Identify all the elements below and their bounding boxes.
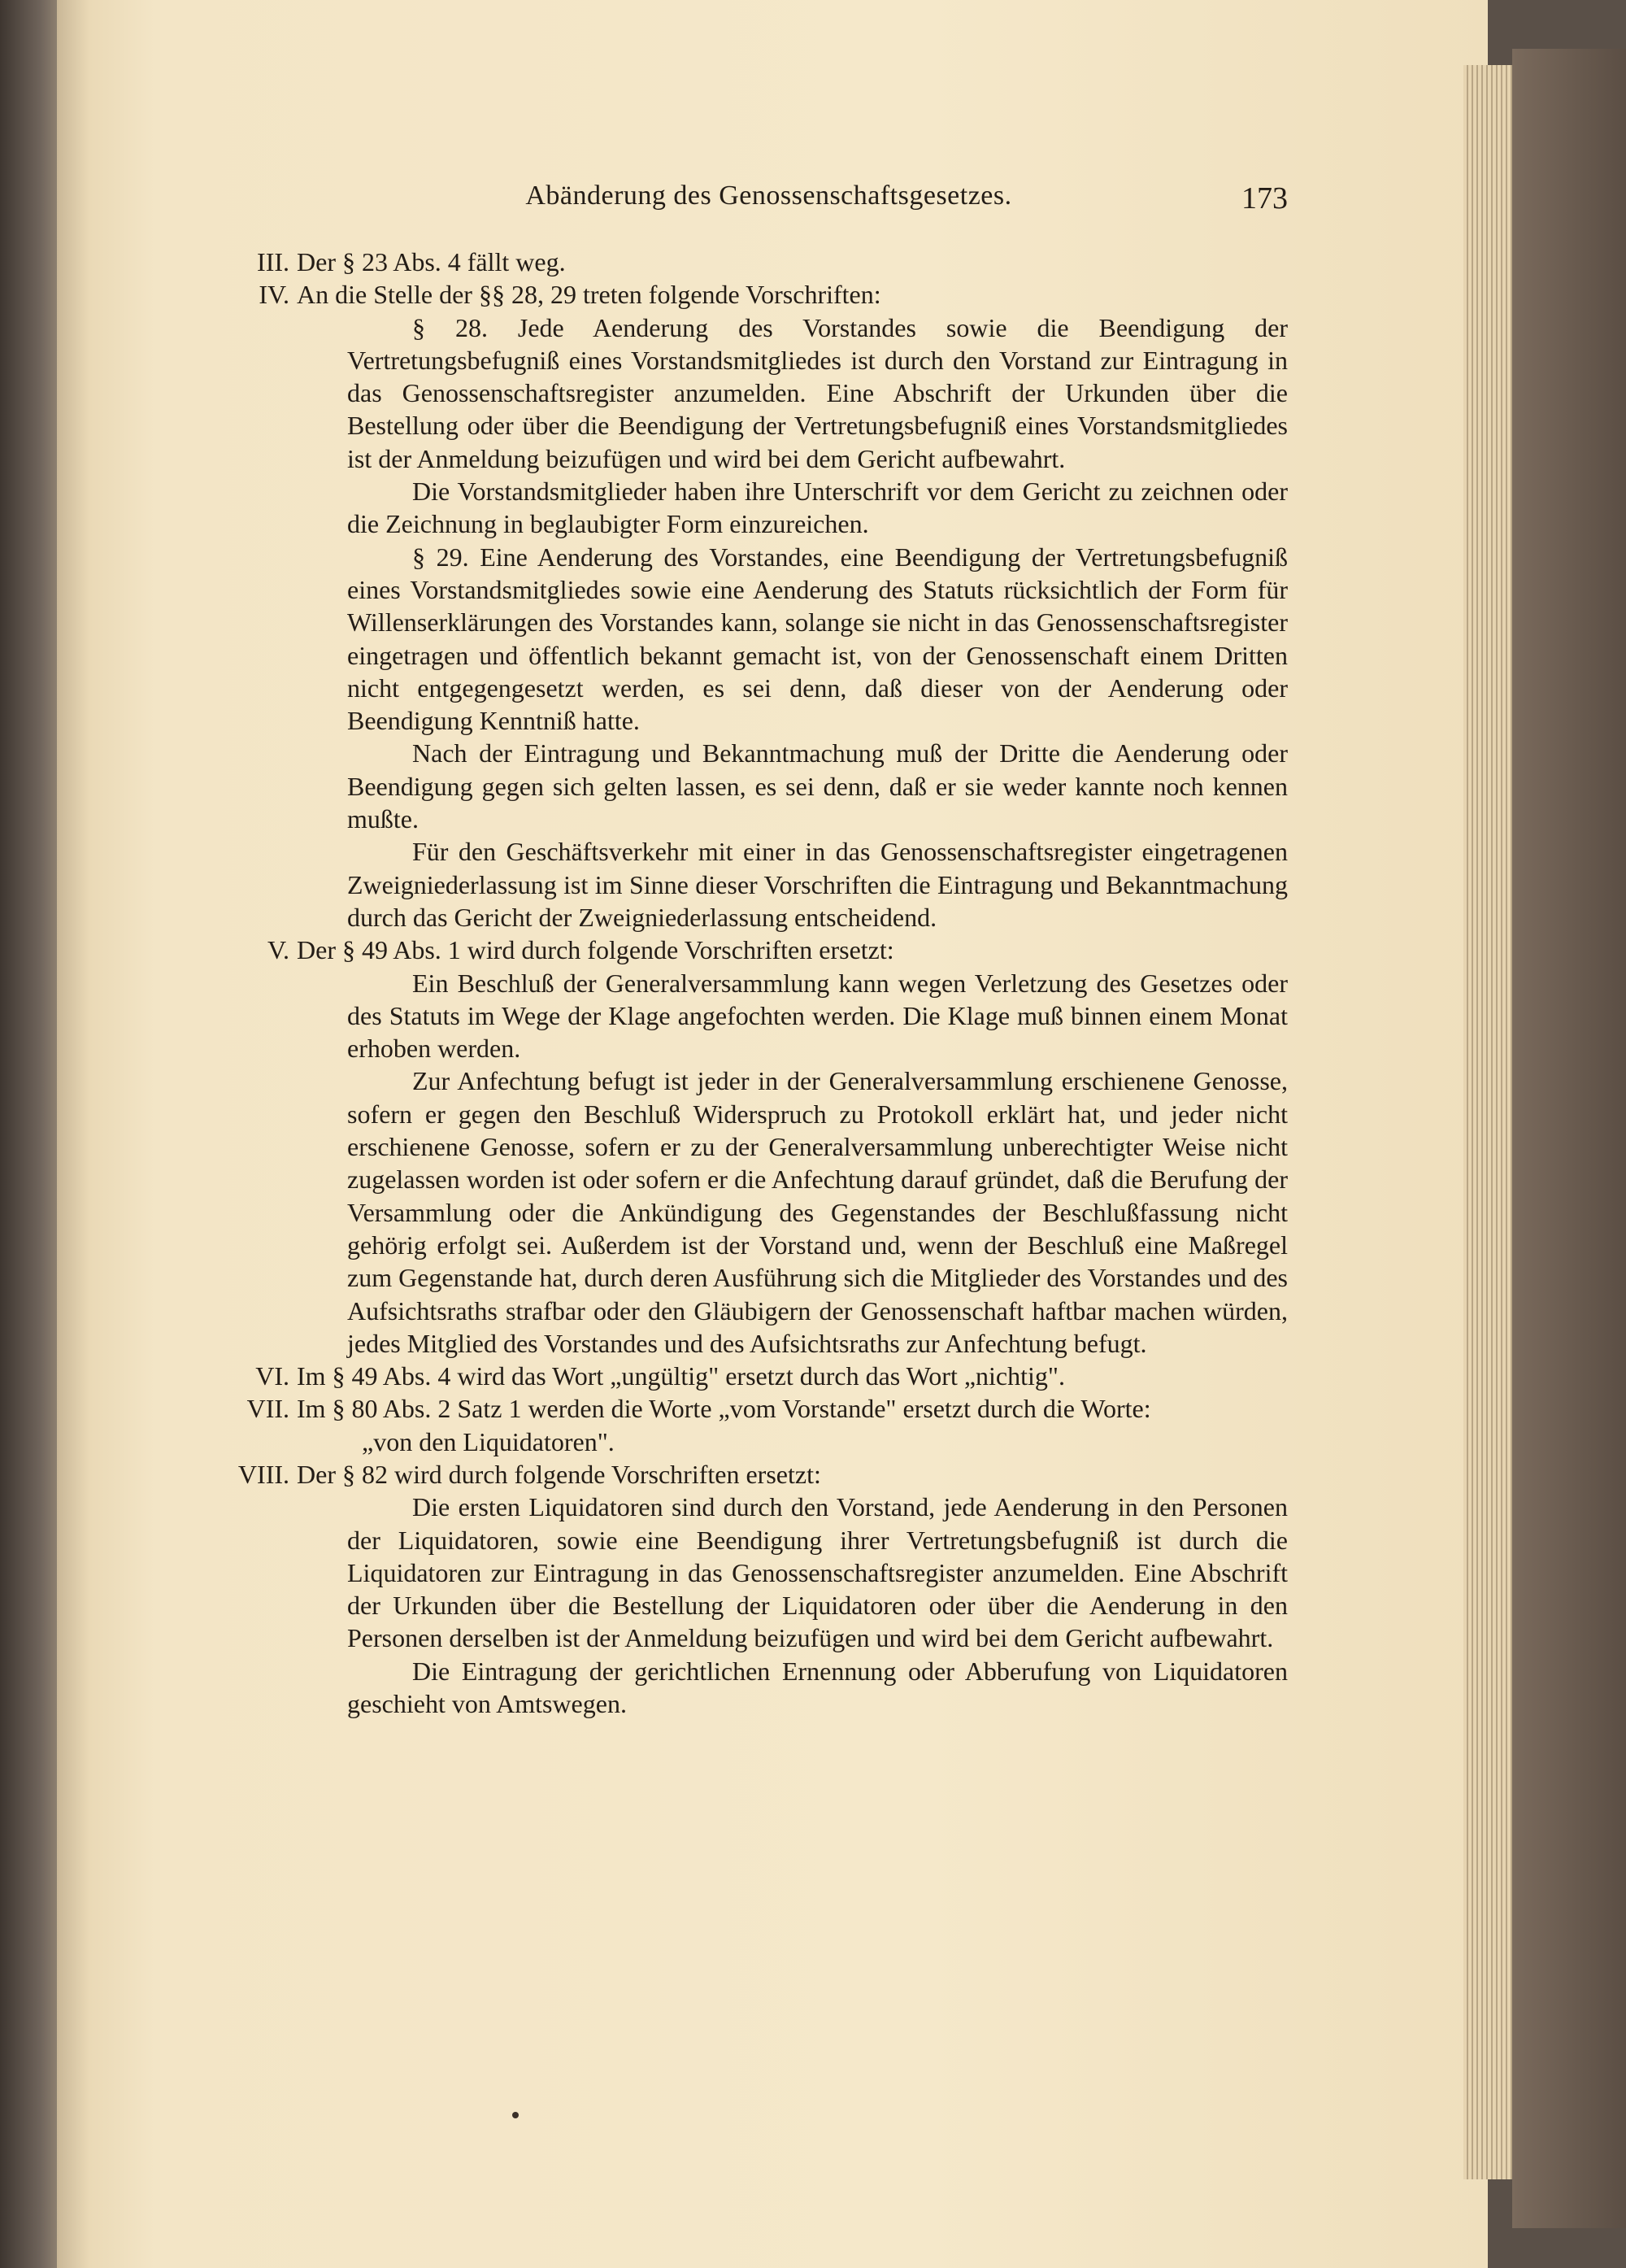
section: [0, 1392, 1288, 1458]
book-cover-right: [1512, 49, 1626, 2228]
paragraph: Für den Geschäftsverkehr mit einer in das Genossenschaftsregister eingetragenen Zweigniederlassung ist im Sinne dieser Vorschriften die Eintragung und Bekanntmachung durch das Gericht der Zweigniederlassung entscheidend.: [347, 837, 1288, 932]
section-number: VII.: [246, 1394, 289, 1424]
section-heading: Im § 80 Abs. 2 Satz 1 werden die Worte „vom Vorstande" ersetzt durch die Worte:: [297, 1394, 1151, 1424]
running-header: [347, 181, 1288, 221]
section-heading: Der § 82 wird durch folgende Vorschriften ersetzt:: [297, 1459, 821, 1489]
section-heading: Der § 23 Abs. 4 fällt weg.: [297, 247, 566, 276]
page-number: 173: [1241, 181, 1288, 215]
section: [0, 278, 1288, 934]
paragraph: Nach der Eintragung und Bekanntmachung muß der Dritte die Aenderung oder Beendigung gegen sich gelten lassen, es sei denn, daß er sie weder kannte noch kennen mußte.: [347, 738, 1288, 834]
paragraph: Die ersten Liquidatoren sind durch den Vorstand, jede Aenderung in den Personen der Liquidatoren, sowie eine Beendigung ihrer Vertretungsbefugniß ist durch die Liquidatoren zur Eintragung in das Genossenschaftsregister anzumelden. Eine Abschrift der Urkunden über die Bestellung der Liquidatoren oder über die Aenderung in den Personen derselben ist der Anmeldung beizufügen und wird bei dem Gericht aufbewahrt.: [347, 1492, 1288, 1653]
paragraph: Die Vorstandsmitglieder haben ihre Unterschrift vor dem Gericht zu zeichnen oder die Zeichnung in beglaubigter Form einzureichen.: [347, 477, 1288, 539]
paragraph: § 28. Jede Aenderung des Vorstandes sowie die Beendigung der Vertretungsbefugniß eines Vorstandsmitgliedes ist durch den Vorstand zur Eintragung in das Genossenschaftsregister anzumelden. Eine Abschrift der Urkunden über die Bestellung oder über die Beendigung der Vertretungsbefugniß eines Vorstandsmitgliedes ist der Anmeldung beizufügen und wird bei dem Gericht aufbewahrt.: [347, 312, 1288, 473]
page-edges: [1463, 65, 1512, 2179]
page-body: [0, 246, 1288, 1720]
section: [0, 1360, 1288, 1392]
section-heading: An die Stelle der §§ 28, 29 treten folgende Vorschriften:: [297, 280, 881, 310]
ink-speck: [512, 2112, 519, 2118]
paragraph: Zur Anfechtung befugt ist jeder in der Generalversammlung erschienene Genosse, sofern er gegen den Beschluß Widerspruch zu Protokoll erklärt hat, und jeder nicht erschienene Genosse, sofern er zu der Generalversammlung unberechtigter Weise nicht zugelassen worden ist oder sofern er die Anfechtung darauf gründet, daß die Berufung der Versammlung oder die Ankündigung des Gegenstandes der Beschlußfassung nicht gehörig erfolgt sei. Außerdem ist der Vorstand und, wenn der Beschluß eine Maßregel zum Gegenstande hat, durch deren Ausführung sich die Mitglieder des Vorstandes und des Aufsichtsraths strafbar oder den Gläubigern der Genossenschaft haftbar machen würden, jedes Mitglied des Vorstandes und des Aufsichtsraths zur Anfechtung befugt.: [347, 1066, 1288, 1358]
paragraph: Ein Beschluß der Generalversammlung kann wegen Verletzung des Gesetzes oder des Statuts im Wege der Klage angefochten werden. Die Klage muß binnen einem Monat erhoben werden.: [347, 968, 1288, 1064]
running-title: Abänderung des Genossenschaftsgesetzes.: [525, 181, 1012, 211]
section-number: IV.: [259, 280, 289, 310]
paragraph: § 29. Eine Aenderung des Vorstandes, eine Beendigung der Vertretungsbefugniß eines Vorstandsmitgliedes sowie eine Aenderung des Statuts rücksichtlich der Form für Willenserklärungen des Vorstandes kann, solange sie nicht in das Genossenschaftsregister eingetragen und öffentlich bekannt gemacht ist, von der Genossenschaft einem Dritten nicht entgegengesetzt werden, es sei denn, daß dieser von der Aenderung oder Beendigung Kenntniß hatte.: [347, 542, 1288, 736]
section-number: VIII.: [237, 1459, 289, 1489]
section-number: VI.: [255, 1361, 289, 1391]
section-number: III.: [257, 247, 289, 276]
section: [0, 246, 1288, 278]
paragraph: Die Eintragung der gerichtlichen Ernennung oder Abberufung von Liquidatoren geschieht von Amtswegen.: [347, 1656, 1288, 1719]
section-heading: Im § 49 Abs. 4 wird das Wort „ungültig" ersetzt durch das Wort „nichtig".: [297, 1361, 1065, 1391]
section-number: V.: [267, 935, 289, 965]
section: [0, 1458, 1288, 1720]
section-heading: Der § 49 Abs. 1 wird durch folgende Vorschriften ersetzt:: [297, 935, 894, 965]
section: [0, 934, 1288, 1360]
quoted-replacement: „von den Liquidatoren".: [362, 1426, 615, 1456]
